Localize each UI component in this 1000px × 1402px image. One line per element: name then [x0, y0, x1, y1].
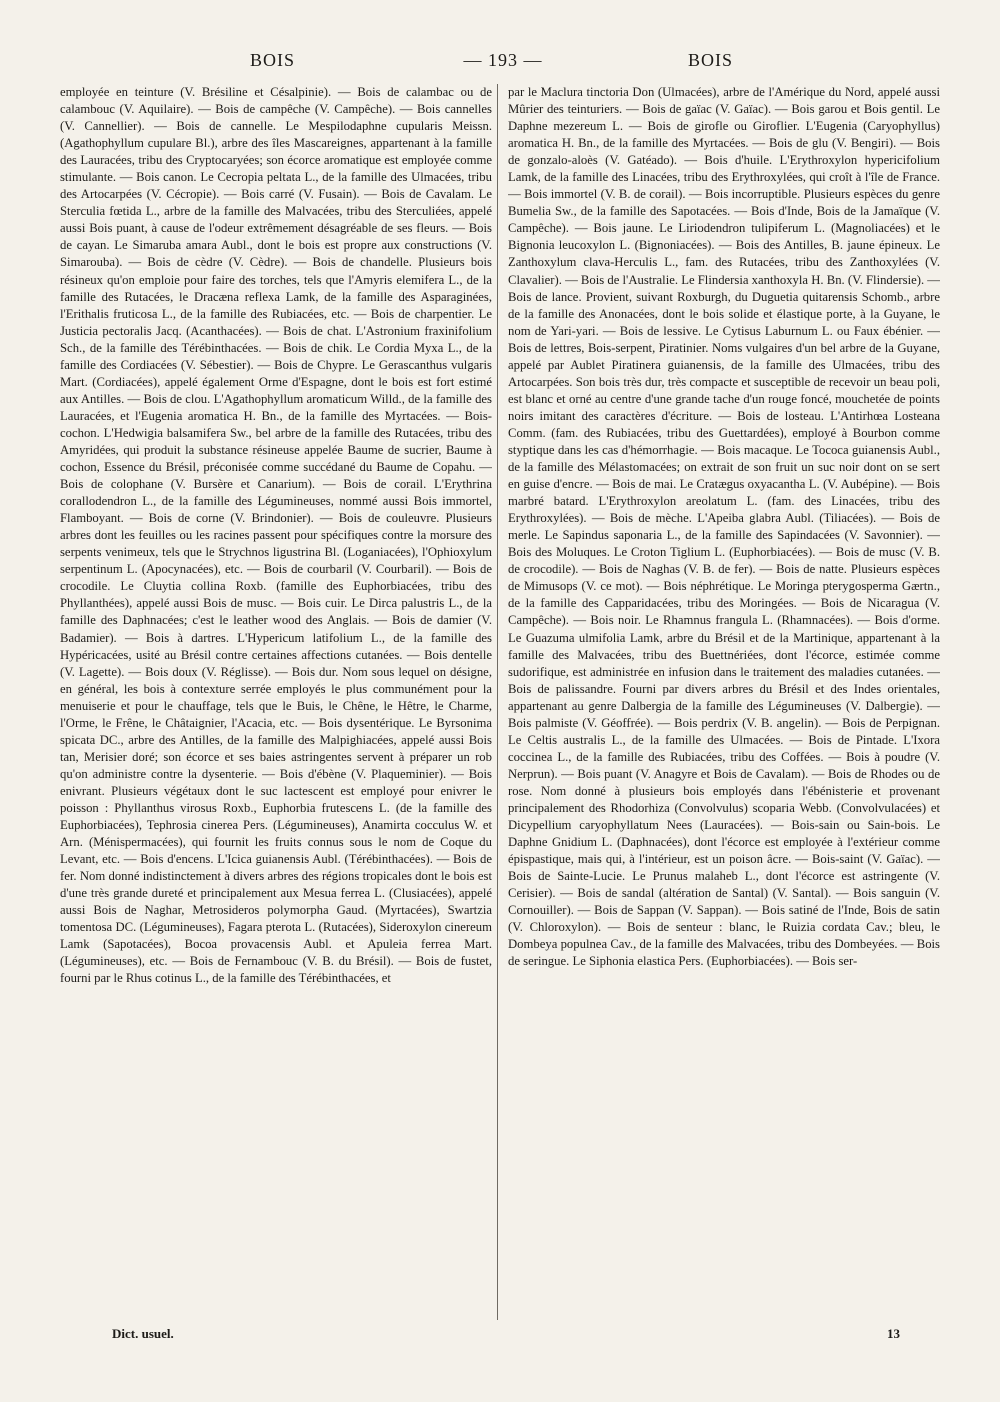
page-number: — 193 —	[463, 50, 543, 70]
header-right-title: BOIS	[688, 50, 734, 70]
left-column-text: employée en teinture (V. Brésiline et Césalpinie). — Bois de calambac ou de calambouc (V. Aquilaire). — Bois de campêche (V. Campêche). — Bois cannelles (V. Cannellier). — Bois de cannelle. Le Mespilodaphne cupularis Meissn. (Agathophyllum cupulare Bl.), arbre des îles Mascareignes, appartenant à la famille des Lauracées, tribu des Cryptocaryées; son écorce aromatique est employée comme stimulante. — Bois canon. Le Cecropia peltata L., de la famille des Ulmacées, tribu des Artocarpées (V. Cécropie). — Bois carré (V. Fusain). — Bois de Cavalam. Le Sterculia fœtida L., arbre de la famille des Malvacées, tribu des Sterculiées, appelé aussi Bois puant, à cause de l'odeur extrêmement désagréable de ses fleurs. — Bois de cayan. Le Simaruba amara Aubl., dont le bois est propre aux constructions (V. Simarouba). — Bois de cèdre (V. Cèdre). — Bois de chandelle. Plusieurs bois résineux qu'on emploie pour faire des torches, tels que l'Amyris elemifera L., de la famille des Rutacées, le Dracæna reflexa Lamk, de la famille des Asparaginées, l'Erithalis fruticosa L., de la famille des Rubiacées, etc. — Bois de charpentier. Le Justicia pectoralis Jacq. (Acanthacées). — Bois de chat. L'Astronium fraxinifolium Sch., de la famille des Térébinthacées. — Bois de chik. Le Cordia Myxa L., de la famille des Cordiacées (V. Sébestier). — Bois de Chypre. Le Gerascanthus vulgaris Mart. (Cordiacées), appelé également Orme d'Espagne, dont le bois est fort estimé aux Antilles. — Bois de clou. L'Agathophyllum aromaticum Willd., de la famille des Lauracées, et l'Eugenia aromatica H. Bn., de la famille des Myrtacées. — Bois-cochon. L'Hedwigia balsamifera Sw., bel arbre de la famille des Rutacées, tribu des Amyridées, qui produit la substance résineuse appelée Baume de sucrier, Baume à cochon, Essence du Brésil, préconisée comme succédané du Baume de Copahu. — Bois de colophane (V. Bursère et Canarium). — Bois de corail. L'Erythrina corallodendron L., de la famille des Légumineuses, nommé aussi Bois immortel, Flamboyant. — Bois de corne (V. Brindonier). — Bois de couleuvre. Plusieurs arbres dont les feuilles ou les racines passent pour spécifiques contre la morsure des serpents venimeux, tels que le Strychnos ligustrina Bl. (Loganiacées), l'Ophioxylum serpentinum L. (Apocynacées), etc. — Bois de courbaril (V. Courbaril). — Bois de crocodile. Le Cluytia collina Roxb. (famille des Euphorbiacées, tribu des Phyllanthées), appelé aussi Bois de musc. — Bois cuir. Le Dirca palustris L., de la famille des Daphnacées; c'est le leather wood des Anglais. — Bois de damier (V. Badamier). — Bois à dartres. L'Hypericum latifolium L., de la famille des Hypéricacées, usité au Brésil contre certaines affections cutanées. — Bois dentelle (V. Lagette). — Bois doux (V. Réglisse). — Bois dur. Nom sous lequel on désigne, en général, les bois à contexture serrée employés le plus communément pour la menuiserie et pour le chauffage, tels que le Buis, le Chêne, le Hêtre, le Charme, l'Orme, le Frêne, le Châtaignier, l'Acacia, etc. — Bois dysentérique. Le Byrsonima spicata DC., arbre des Antilles, de la famille des Malpighiacées, appelé aussi Bois tan, Merisier doré; son écorce et ses baies astringentes servent à préparer un rob qu'on administre contre la dysenterie. — Bois d'ébène (V. Plaqueminier). — Bois enivrant. Plusieurs végétaux dont le suc lactescent est employé pour enivrer le poisson : Phyllanthus virosus Roxb., Euphorbia frutescens L. (de la famille des Euphorbiacées), Tephrosia cinerea Pers. (Légumineuses), Anamirta cocculus W. et Arn. (Ménispermacées), qui fournit les fruits connus sous le nom de Coque du Levant, etc. — Bois d'encens. L'Icica guianensis Aubl. (Térébinthacées). — Bois de fer. Nom donné indistinctement à divers arbres des régions tropicales dont le bois est d'une très grande dureté et principalement aux Mesua ferrea L. (Clusiacées), appelé aussi Bois de Naghar, Metrosideros polymorpha Gaud. (Myrtacées), Swartzia tomentosa DC. (Légumineuses), Fagara pterota L. (Rutacées), Sideroxylon cinereum Lamk (Sapotacées), Bocoa provacensis Aubl. et Apuleia ferrea Mart. (Légumineuses), etc. — Bois de Fernambouc (V. B. du Brésil). — Bois de fustet, fourni par le Rhus cotinus L., de la famille des Térébinthacées, et	[60, 85, 492, 986]
page-footer	[60, 1326, 940, 1350]
header-left-title: BOIS	[250, 50, 296, 70]
right-column-text: par le Maclura tinctoria Don (Ulmacées), arbre de l'Amérique du Nord, appelé aussi Mûrier des teinturiers. — Bois de gaïac (V. Gaïac). — Bois garou et Bois gentil. Le Daphne mezereum L. — Bois de girofle ou Giroflier. L'Eugenia (Caryophyllus) aromatica H. Bn., de la famille des Myrtacées. — Bois de glu (V. Bengiri). — Bois de gonzalo-aloès (V. Gatéado). — Bois d'huile. L'Erythroxylon hypericifolium Lamk, de la famille des Linacées, tribu des Erythroxylées, qui croît à l'île de France. — Bois immortel (V. B. de corail). — Bois incorruptible. Plusieurs espèces du genre Bumelia Sw., de la famille des Sapotacées. — Bois d'Inde, Bois de la Jamaïque (V. Campêche). — Bois jaune. Le Liriodendron tulipiferum L. (Magnoliacées) et le Bignonia leucoxylon L. (Bignoniacées). — Bois des Antilles, B. jaune épineux. Le Zanthoxylum clava-Herculis L., fam. des Rutacées, tribu des Zanthoxylées (V. Clavalier). — Bois de l'Australie. Le Flindersia xanthoxyla H. Bn. (V. Flindersie). — Bois de lance. Provient, suivant Roxburgh, du Duguetia quitarensis Schomb., arbre de la famille des Anonacées, dont le bois solide et élastique porte, à la Guyane, le nom de Yari-yari. — Bois de lessive. Le Cytisus Laburnum L. ou Faux ébénier. — Bois de lettres, Bois-serpent, Piratinier. Noms vulgaires d'un bel arbre de la Guyane, appelé par Aublet Piratinera guianensis, de la famille des Ulmacées, tribu des Artocarpées. Son bois très dur, très compacte et susceptible de recevoir un beau poli, est blanc et orné au centre d'une grande tache d'un rouge foncé, mouchetée de points noirs imitant des caractères d'écriture. — Bois de losteau. L'Antirhœa Losteana Comm. (fam. des Rubiacées, tribu des Guettardées), employé à Bourbon comme styptique dans les cas d'hémorrhagie. — Bois macaque. Le Tococa guianensis Aubl., de la famille des Mélastomacées; on extrait de son fruit un suc noir dont on se sert en guise d'encre. — Bois de mai. Le Cratægus oxyacantha L. (V. Aubépine). — Bois marbré batard. L'Erythroxylon areolatum L. (fam. des Linacées, tribu des Erythroxylées). — Bois de mèche. L'Apeiba glabra Aubl. (Tiliacées). — Bois de merle. Le Sapindus saponaria L., de la famille des Sapindacées (V. Savonnier). — Bois des Moluques. Le Croton Tiglium L. (Euphorbiacées). — Bois de musc (V. B. de crocodile). — Bois de Naghas (V. B. de fer). — Bois de natte. Plusieurs espèces de Mimusops (V. ce mot). — Bois néphrétique. Le Moringa pterygosperma Gærtn., de la famille des Capparidacées, tribu des Moringées. — Bois de Nicaragua (V. Campêche). — Bois noir. Le Rhamnus frangula L. (Rhamnacées). — Bois d'orme. Le Guazuma ulmifolia Lamk, arbre du Brésil et de la Martinique, appartenant à la famille des Malvacées, tribu des Buettnériées, dont l'écorce, estimée comme sudorifique, est administrée en infusion dans le traitement des maladies cutanées. — Bois de palissandre. Fourni par divers arbres du Brésil et des Indes orientales, appartenant au genre Dalbergia de la famille des Légumineuses (V. Dalbergie). — Bois palmiste (V. Géoffrée). — Bois perdrix (V. B. angelin). — Bois de Perpignan. Le Celtis australis L., de la famille des Ulmacées. — Bois de Pintade. L'Ixora coccinea L., de la famille des Rubiacées, tribu des Coffées. — Bois à poudre (V. Nerprun). — Bois puant (V. Anagyre et Bois de Cavalam). — Bois de Rhodes ou de rose. Nom donné à plusieurs bois employés dans l'ébénisterie et provenant principalement des Rhodorhiza (Convolvulus) scoparia Webb. (Convolvulacées) et Dicypellium caryophyllatum Nees (Lauracées). — Bois-sain ou Sain-bois. Le Daphne Gnidium L. (Daphnacées), dont l'écorce est employée à l'extérieur comme épispastique, mais qui, à l'intérieur, est un poison âcre. — Bois-saint (V. Gaïac). — Bois de Sainte-Lucie. Le Prunus malaheb L., dont l'écorce est astringente (V. Cerisier). — Bois de sandal (altération de Santal) (V. Santal). — Bois sanguin (V. Cornouiller). — Bois de Sappan (V. Sappan). — Bois satiné de l'Inde, Bois de satin (V. Chloroxylon). — Bois de senteur : blanc, le Ruizia cordata Cav.; bleu, le Dombeya populnea Cav., de la famille des Malvacées, tribu des Dombeyées. — Bois de seringue. Le Siphonia elastica Pers. (Euphorbiacées). — Bois ser-	[508, 85, 940, 969]
footer-signature: Dict. usuel.	[112, 1326, 174, 1341]
column-divider	[497, 84, 498, 1320]
running-header	[60, 50, 940, 80]
footer-sheet-number: 13	[887, 1326, 900, 1341]
